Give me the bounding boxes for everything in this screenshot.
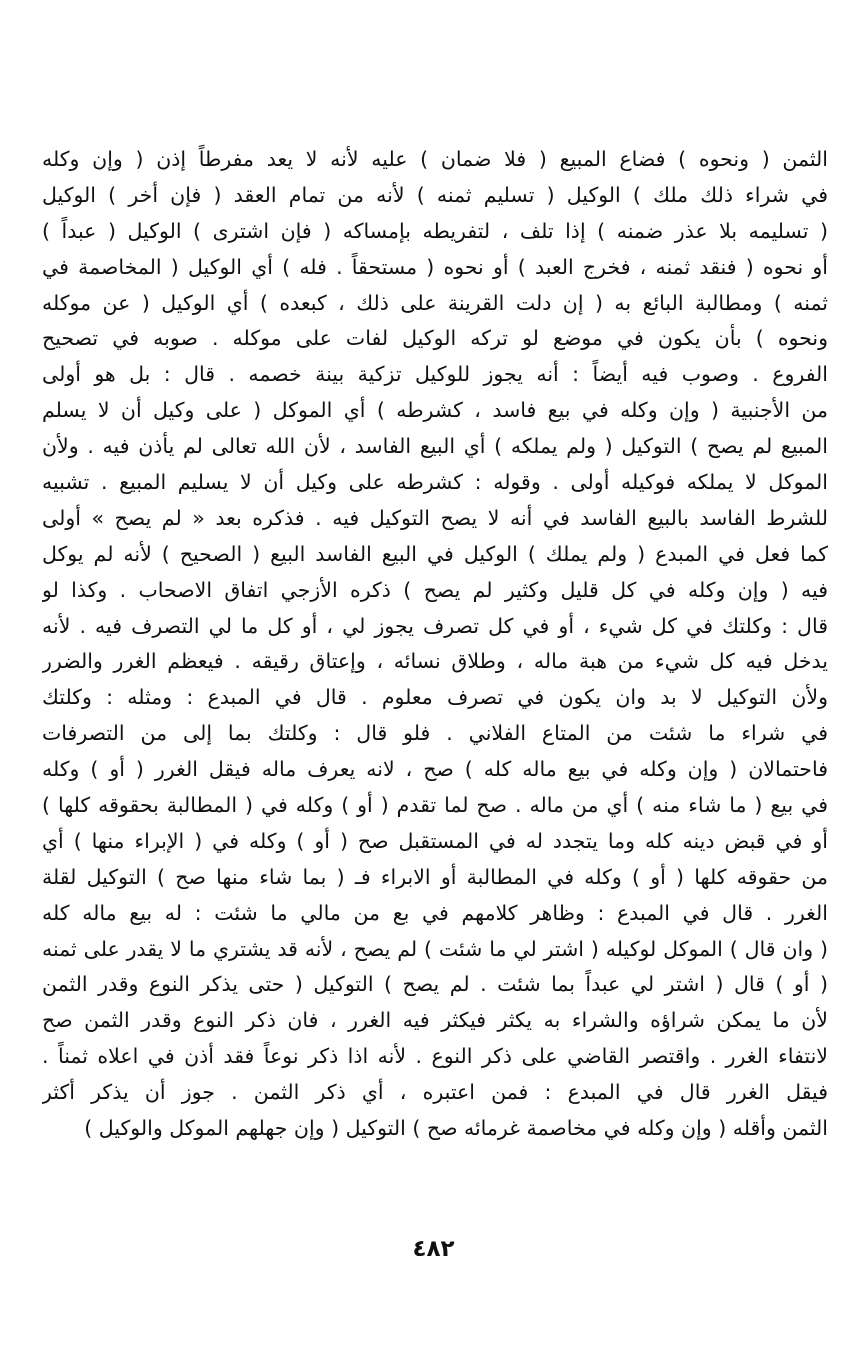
text-line: كما فعل في المبدع ( ولم يملك ) الوكيل في البيع الفاسد البيع ( الصحيح ) لأنه لم يوكل: [42, 541, 828, 566]
text-line: ( تسليمه بلا عذر ضمنه ) إذا تلف ، لتفريطه بإمساكه ( فإن اشترى ) الوكيل ( عبداً ): [42, 218, 828, 243]
text-line: للشرط الفاسد بالبيع الفاسد في أنه لا يصح التوكيل فيه . فذكره بعد « لم يصح » أولى: [42, 505, 828, 530]
text-line: ( أو ) قال ( اشتر لي عبداً بما شئت . لم يصح ) التوكيل ( حتى يذكر النوع وقدر الثمن: [42, 972, 828, 997]
text-line: أو نحوه ( فنقد ثمنه ، فخرج العبد ) أو نحوه ( مستحقاً . فله ) أي الوكيل ( المخاصمة في: [42, 254, 828, 279]
text-line: في شراء ما شئت من المتاع الفلاني . فلو قال : وكلتك بما إلى من التصرفات: [42, 721, 828, 746]
text-line: أو في قبض دينه كله وما يتجدد له في المستقبل صح ( أو ) وكله في ( الإبراء منها ) أي: [42, 828, 828, 853]
text-line: فيقل الغرر قال في المبدع : فمن اعتبره ، أي ذكر الثمن . جوز أن يذكر أكثر: [42, 1080, 828, 1105]
text-line: من الأجنبية ( وإن وكله في بيع فاسد ، كشرطه ) أي الموكل ( على وكيل أن لا يسلم: [42, 398, 828, 423]
text-line: ونحوه ) بأن يكون في موضع لو تركه الوكيل لفات على موكله . صوبه في تصحيح: [42, 326, 828, 351]
text-line: في بيع ( ما شاء منه ) أي من ماله . صح لما تقدم ( أو ) وكله في ( المطالبة بحقوقه كلها ): [42, 793, 828, 818]
text-line: في شراء ذلك ملك ) الوكيل ( تسليم ثمنه ) لأنه من تمام العقد ( فإن أخر ) الوكيل: [42, 182, 828, 207]
text-line: قال : وكلتك في كل شيء ، أو في كل تصرف يجوز لي ، أو كل ما لي التصرف فيه . لأنه: [42, 613, 828, 638]
text-line: لانتفاء الغرر . واقتصر القاضي على ذكر النوع . لأنه اذا ذكر نوعاً فقد أذن في اعلاه ثمناً .: [42, 1044, 828, 1069]
text-line: المبيع لم يصح ) التوكيل ( ولم يملكه ) أي البيع الفاسد ، لأن الله تعالى لم يأذن فيه . ولأن: [42, 434, 828, 459]
page-number: ٤٨٢: [412, 1236, 455, 1262]
text-line: ولأن التوكيل لا بد وان يكون في تصرف معلوم . قال في المبدع : ومثله : وكلتك: [42, 685, 828, 710]
body-text: [42, 142, 828, 1147]
text-line: فيه ( وإن وكله في كل قليل وكثير لم يصح ) ذكره الأزجي اتفاق الاصحاب . وكذا لو: [42, 577, 828, 602]
text-line: فاحتمالان ( وإن وكله في بيع ماله كله ) صح ، لانه يعرف ماله فيقل الغرر ( أو ) وكله: [42, 757, 828, 782]
text-line: الموكل لا يملكه فوكيله أولى . وقوله : كشرطه على وكيل أن لا يسليم المبيع . تشبيه: [42, 470, 828, 495]
text-line: ( وان قال ) الموكل لوكيله ( اشتر لي ما شئت ) لم يصح ، لأنه قد يشتري ما لا يقدر على ثمنه: [42, 936, 828, 961]
text-line: يدخل فيه كل شيء من هبة ماله ، وطلاق نسائه ، وإعتاق رقيقه . فيعظم الغرر والضرر: [42, 649, 828, 674]
text-line: من حقوقه كلها ( أو ) وكله في المطالبة أو الابراء فـ ( بما شاء منها صح ) التوكيل لقلة: [42, 864, 828, 889]
text-line: الثمن وأقله ( وإن وكله في مخاصمة غرمائه صح ) التوكيل ( وإن جهلهم الموكل والوكيل ): [84, 1116, 828, 1141]
text-line: ثمنه ) ومطالبة البائع به ( إن دلت القرينة على ذلك ، كبعده ) أي الوكيل ( عن موكله: [42, 290, 828, 315]
text-line: الغرر . قال في المبدع : وظاهر كلامهم في بع من مالي ما شئت : له بيع ماله كله: [42, 900, 828, 925]
text-line: لأن ما يمكن شراؤه والشراء به يكثر فيكثر فيه الغرر ، فان ذكر النوع وقدر الثمن صح: [42, 1008, 828, 1033]
text-line: الفروع . وصوب فيه أيضاً : أنه يجوز للوكيل تزكية بينة خصمه . قال : بل هو أولى: [42, 362, 828, 387]
text-line: الثمن ( ونحوه ) فضاع المبيع ( فلا ضمان ) عليه لأنه لا يعد مفرطاً إذن ( وإن وكله: [42, 147, 828, 171]
